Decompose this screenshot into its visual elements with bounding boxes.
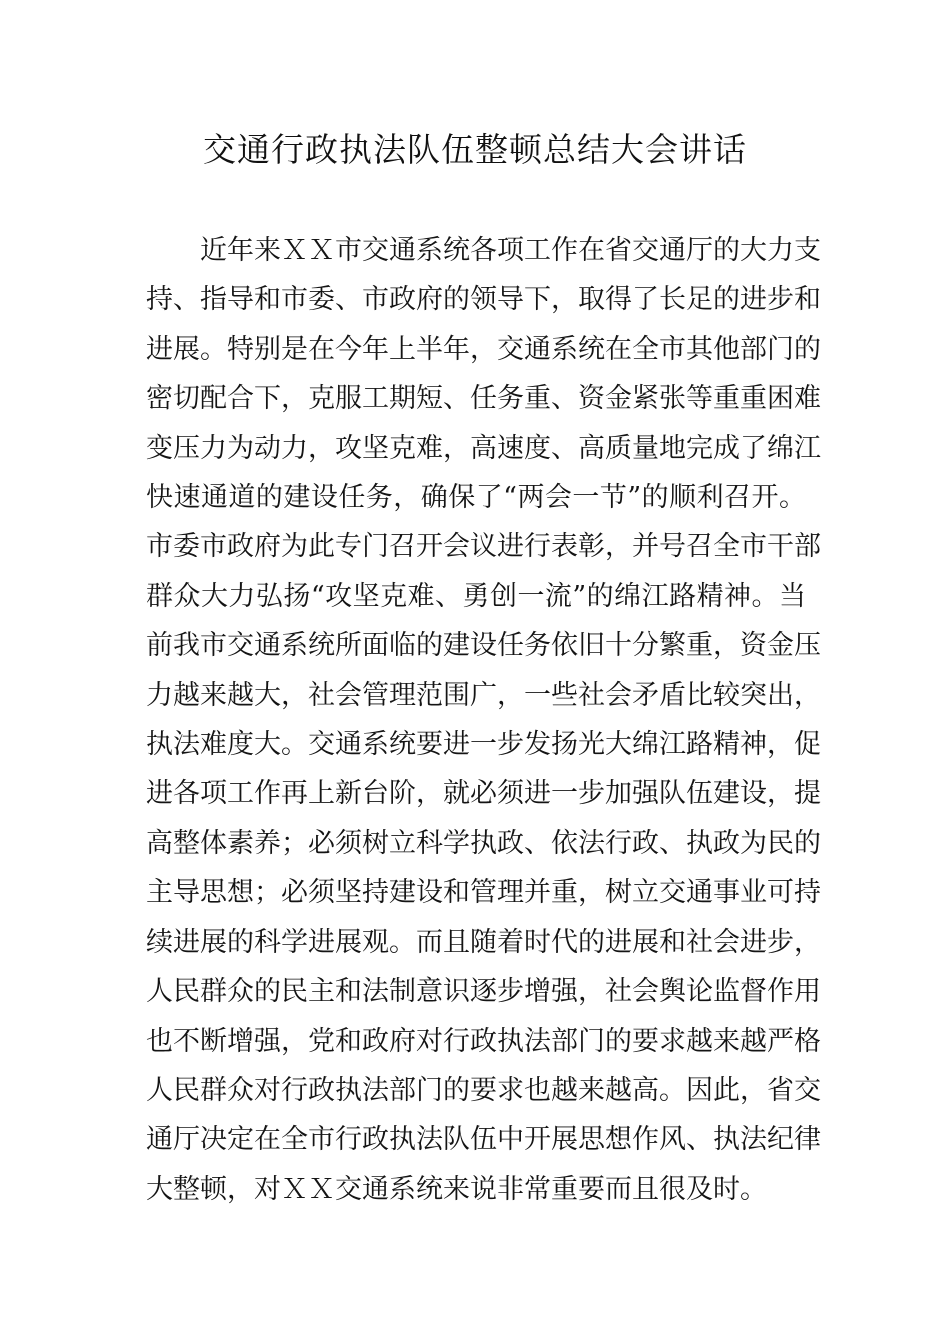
- paragraph-line: 执法难度大。交通系统要进一步发扬光大绵江路精神，促: [146, 729, 821, 761]
- paragraph-line: 持、指导和市委、市政府的领导下，取得了长足的进步和: [146, 284, 821, 316]
- paragraph-line: 近年来ＸＸ市交通系统各项工作在省交通厅的大力支: [200, 235, 821, 266]
- paragraph-line: 人民群众对行政执法部门的要求也越来越高。因此，省交: [146, 1074, 821, 1106]
- paragraph-line: 续进展的科学进展观。而且随着时代的进展和社会进步，: [146, 926, 821, 958]
- paragraph-line: 力越来越大，社会管理范围广，一些社会矛盾比较突出，: [146, 679, 821, 711]
- paragraph-line: 主导思想；必须坚持建设和管理并重，树立交通事业可持: [146, 877, 821, 909]
- paragraph-line: 也不断增强，党和政府对行政执法部门的要求越来越严格: [146, 1025, 821, 1057]
- paragraph-line: 变压力为动力，攻坚克难，高速度、高质量地完成了绵江: [146, 432, 821, 464]
- paragraph-line: 前我市交通系统所面临的建设任务依旧十分繁重，资金压: [146, 630, 821, 662]
- paragraph-line: 人民群众的民主和法制意识逐步增强，社会舆论监督作用: [146, 976, 821, 1008]
- paragraph-line: 通厅决定在全市行政执法队伍中开展思想作风、执法纪律: [146, 1124, 821, 1156]
- document-body: [146, 226, 821, 1214]
- paragraph-line: 快速通道的建设任务，确保了“两会一节”的顺利召开。: [146, 482, 806, 514]
- document-title: 交通行政执法队伍整顿总结大会讲话: [203, 130, 747, 169]
- paragraph-line: 进展。特别是在今年上半年，交通系统在全市其他部门的: [146, 333, 821, 365]
- paragraph-line: 高整体素养；必须树立科学执政、依法行政、执政为民的: [146, 827, 821, 859]
- paragraph-line: 密切配合下，克服工期短、任务重、资金紧张等重重困难: [146, 383, 821, 415]
- paragraph-line: 群众大力弘扬“攻坚克难、勇创一流”的绵江路精神。当: [146, 580, 806, 612]
- paragraph-line: 市委市政府为此专门召开会议进行表彰，并号召全市干部: [146, 531, 821, 563]
- paragraph-line: 进各项工作再上新台阶，就必须进一步加强队伍建设，提: [146, 778, 821, 810]
- paragraph-line: 大整顿，对ＸＸ交通系统来说非常重要而且很及时。: [146, 1173, 767, 1205]
